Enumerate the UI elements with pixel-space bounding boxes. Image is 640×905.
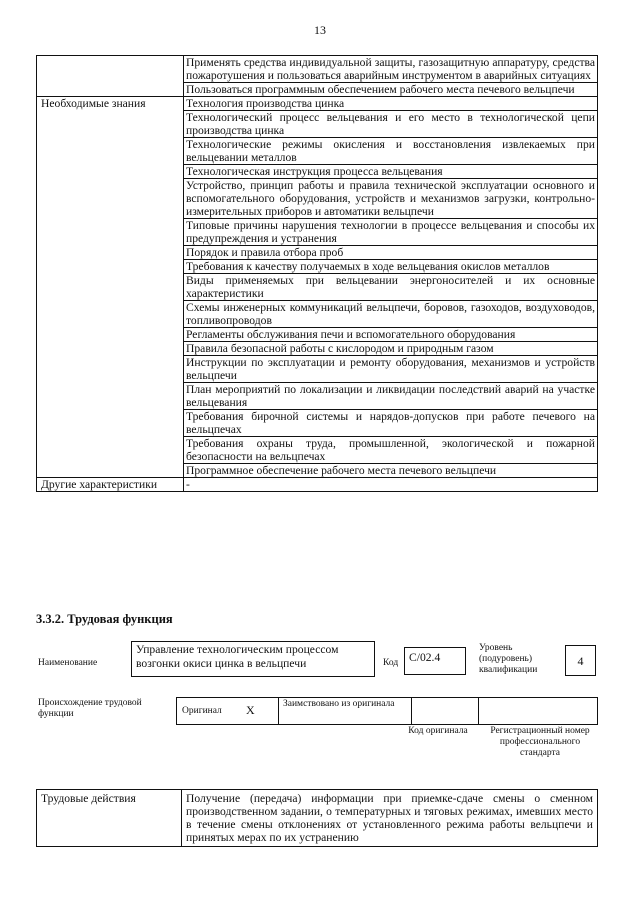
origin-label: Происхождение трудовой функции [38, 698, 142, 719]
row-text: Требования к качеству получаемых в ходе вельцевания окислов металлов [184, 260, 598, 274]
labor-actions-table [36, 789, 598, 847]
empty-label-cell [37, 179, 184, 219]
empty-label-cell [37, 301, 184, 328]
knowledge-row [37, 97, 598, 111]
code-caption: Код оригинала [408, 726, 468, 736]
labor-action-row [37, 790, 598, 847]
name-label: Наименование [38, 658, 98, 668]
empty-label-cell [37, 111, 184, 138]
row-text: Технологическая инструкция процесса вельцевания [184, 165, 598, 179]
original-mark: X [242, 698, 279, 725]
empty-label-cell [37, 328, 184, 342]
knowledge-row [37, 138, 598, 165]
row-text: Типовые причины нарушения технологии в процессе вельцевания и способы их предупреждения и устранения [184, 219, 598, 246]
function-name: Управление технологическим процессом возгонки окиси цинка в вельцпечи [131, 641, 375, 677]
origin-code-cell [412, 698, 479, 725]
skill-row [37, 56, 598, 83]
empty-label-cell [37, 342, 184, 356]
empty-label-cell [37, 383, 184, 410]
labor-action-text: Получение (передача) информации при приемке-сдаче смены о сменном производственном задании, о температурных и тяговых режимах, имевших место в течение смены отклонениях от установленного режима работы вельцпечи и принятых мерах по их устранению [182, 790, 598, 847]
code-value: С/02.4 [404, 647, 466, 675]
knowledge-label: Необходимые знания [37, 97, 184, 111]
empty-label-cell [37, 165, 184, 179]
knowledge-table [36, 55, 598, 492]
knowledge-row [37, 383, 598, 410]
row-text: Пользоваться программным обеспечением рабочего места печевого вельцпечи [184, 83, 598, 97]
row-text: Технология производства цинка [184, 97, 598, 111]
other-label: Другие характеристики [37, 478, 184, 492]
row-text: Правила безопасной работы с кислородом и природным газом [184, 342, 598, 356]
labor-actions-label: Трудовые действия [37, 790, 182, 847]
row-text: Устройство, принцип работы и правила технической эксплуатации основного и вспомогательного оборудования, устройств и механизмов загрузки, контрольно-измерительных приборов и автоматики вельцпечи [184, 179, 598, 219]
other-row [37, 478, 598, 492]
empty-label-cell [37, 83, 184, 97]
knowledge-row [37, 328, 598, 342]
row-text: Технологический процесс вельцевания и его место в технологической цепи производства цинка [184, 111, 598, 138]
knowledge-row [37, 410, 598, 437]
skill-row [37, 83, 598, 97]
reg-number-cell [479, 698, 598, 725]
origin-table [176, 697, 598, 725]
knowledge-row [37, 464, 598, 478]
knowledge-row [37, 274, 598, 301]
section-title: 3.3.2. Трудовая функция [36, 612, 173, 626]
empty-label-cell [37, 464, 184, 478]
row-text: Виды применяемых при вельцевании энергоносителей и их основные характеристики [184, 274, 598, 301]
empty-label-cell [37, 410, 184, 437]
knowledge-row [37, 301, 598, 328]
code-label: Код [383, 658, 399, 668]
empty-label-cell [37, 260, 184, 274]
row-text: Применять средства индивидуальной защиты, газозащитную аппаратуру, средства пожаротушения и пользоваться аварийным инструментом в аварийных ситуациях [184, 56, 598, 83]
page-number: 13 [314, 23, 326, 37]
knowledge-row [37, 437, 598, 464]
row-text: Схемы инженерных коммуникаций вельцпечи, боровов, газоходов, воздуховодов, топливопроводов [184, 301, 598, 328]
empty-label-cell [37, 356, 184, 383]
original-label: Оригинал [177, 698, 243, 725]
knowledge-row [37, 111, 598, 138]
empty-label-cell [37, 219, 184, 246]
row-text: Требования бирочной системы и нарядов-допусков при работе печевого на вельцпечах [184, 410, 598, 437]
row-text: План мероприятий по локализации и ликвидации последствий аварий на участке вельцевания [184, 383, 598, 410]
knowledge-row [37, 342, 598, 356]
borrowed-label: Заимствовано из оригинала [279, 698, 412, 725]
row-text: Регламенты обслуживания печи и вспомогательного оборудования [184, 328, 598, 342]
empty-label-cell [37, 138, 184, 165]
level-value: 4 [565, 645, 596, 676]
row-text: Программное обеспечение рабочего места печевого вельцпечи [184, 464, 598, 478]
knowledge-row [37, 356, 598, 383]
empty-label-cell [37, 274, 184, 301]
level-label: Уровень (подуровень) квалификации [479, 643, 538, 675]
row-text: Порядок и правила отбора проб [184, 246, 598, 260]
knowledge-row [37, 219, 598, 246]
row-text: Инструкции по эксплуатации и ремонту оборудования, механизмов и устройств вельцпечи [184, 356, 598, 383]
knowledge-row [37, 246, 598, 260]
empty-label-cell [37, 56, 184, 83]
knowledge-row [37, 165, 598, 179]
row-text: Технологические режимы окисления и восстановления извлекаемых при вельцевании металлов [184, 138, 598, 165]
reg-caption: Регистрационный номер профессионального стандарта [490, 726, 590, 758]
empty-label-cell [37, 437, 184, 464]
empty-label-cell [37, 246, 184, 260]
row-text: - [184, 478, 598, 492]
knowledge-row [37, 260, 598, 274]
row-text: Требования охраны труда, промышленной, экологической и пожарной безопасности на вельцпечах [184, 437, 598, 464]
knowledge-row [37, 179, 598, 219]
